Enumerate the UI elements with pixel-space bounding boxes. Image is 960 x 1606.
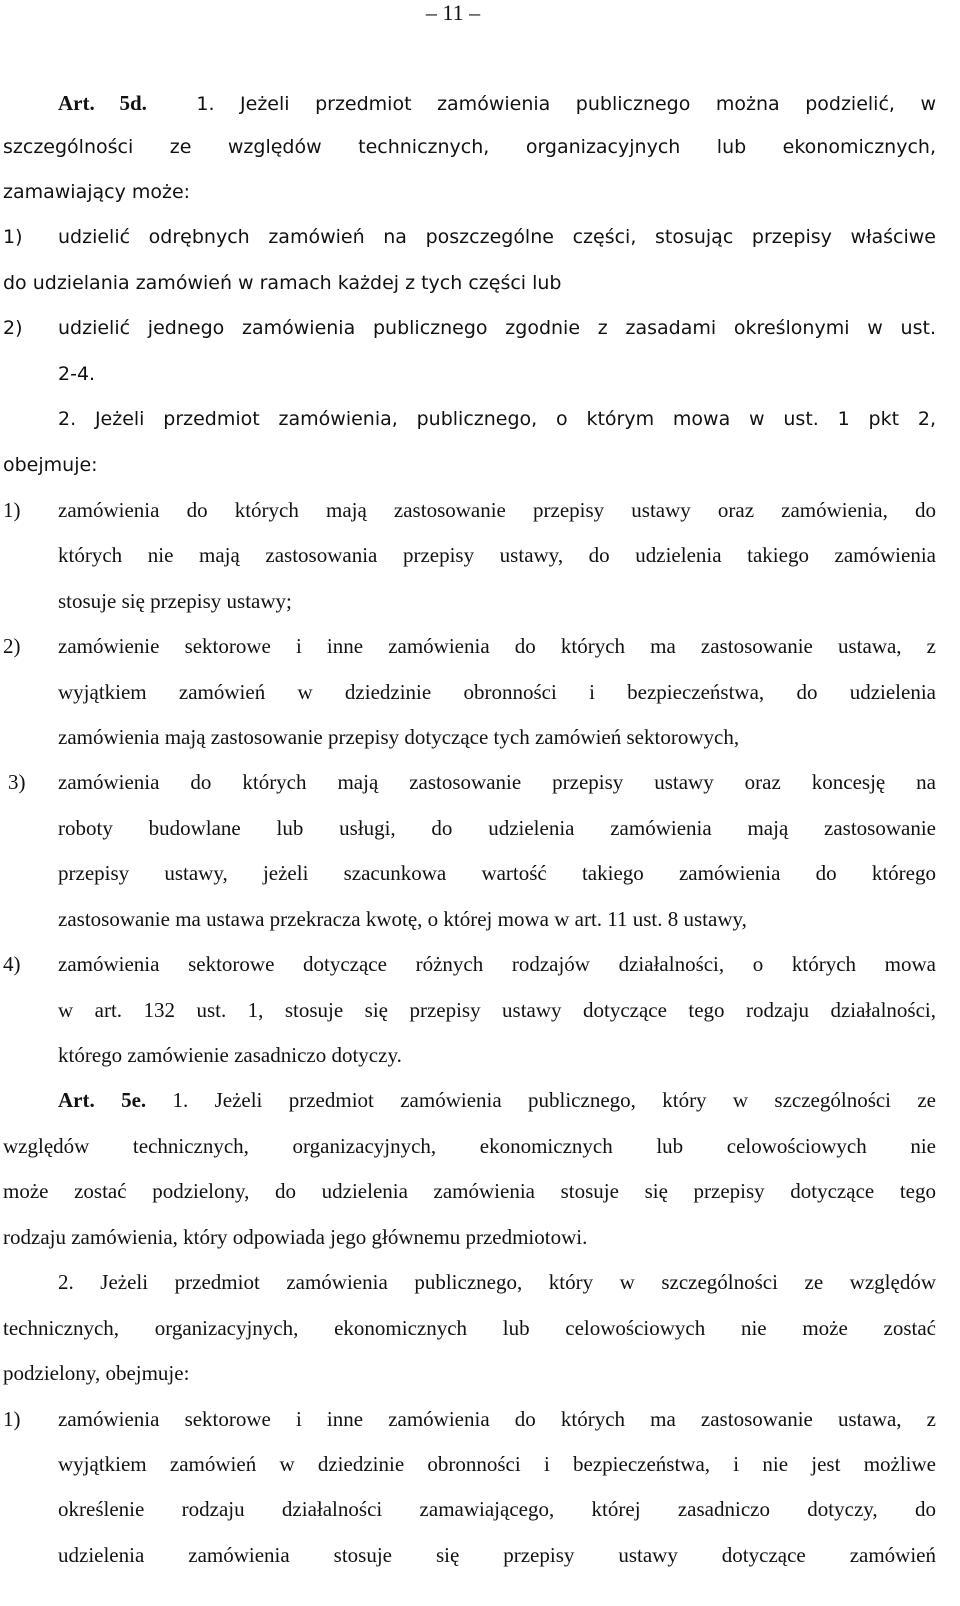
art5d-p2-item3-line3: przepisy ustawy, jeżeli szacunkowa wartość takiego zamówienia do którego [58, 861, 936, 885]
art5e-p2-item1-number: 1) [3, 1407, 21, 1431]
art5d-p2-item4-line2: w art. 132 ust. 1, stosuje się przepisy ustawy dotyczące tego rodzaju działalności, [58, 998, 936, 1022]
art5d-p1-item1-number: 1) [3, 226, 23, 248]
art5d-p2-item1-line1: zamówienia do których mają zastosowanie przepisy ustawy oraz zamówienia, do [58, 498, 936, 522]
art5e-para1-line2: względów technicznych, organizacyjnych, ekonomicznych lub celowościowych nie [3, 1134, 936, 1158]
page-number: – 11 – [425, 0, 481, 25]
art5d-p2-item1-number: 1) [3, 498, 21, 522]
art5d-p2-item3-line2: roboty budowlane lub usługi, do udzielenia zamówienia mają zastosowanie [58, 816, 936, 840]
art5e-para1-line1 [58, 1085, 936, 1115]
art5d-p2-item3-line1: zamówienia do których mają zastosowanie przepisy ustawy oraz koncesję na [58, 770, 936, 794]
art5d-p2-item3-line4: zastosowanie ma ustawa przekracza kwotę, o której mowa w art. 11 ust. 8 ustawy, [58, 907, 747, 931]
art5e-p2-item1-line2: wyjątkiem zamówień w dziedzinie obronności i bezpieczeństwa, i nie jest możliwe [58, 1452, 936, 1476]
art5d-p2-item3-number: 3) [8, 770, 26, 794]
art5d-p2-item1-line2: których nie mają zastosowania przepisy ustawy, do udzielenia takiego zamówienia [58, 543, 936, 567]
art5d-p1-item1-line2: do udzielania zamówień w ramach każdej z tych części lub [3, 272, 562, 294]
art5d-para2-line2: obejmuje: [3, 454, 98, 476]
art5d-p2-item2-line3: zamówienia mają zastosowanie przepisy dotyczące tych zamówień sektorowych, [58, 725, 740, 749]
art5d-p2-item4-number: 4) [3, 952, 21, 976]
art5d-p2-item4-line3: którego zamówienie zasadniczo dotyczy. [58, 1043, 402, 1067]
art5e-heading: Art. 5e. [58, 1088, 147, 1112]
art5e-p2-item1-line3: określenie rodzaju działalności zamawiającego, której zasadniczo dotyczy, do [58, 1497, 936, 1521]
art5d-p2-item2-line1: zamówienie sektorowe i inne zamówienia do których ma zastosowanie ustawa, z [58, 634, 936, 658]
art5d-p2-item2-number: 2) [3, 634, 21, 658]
art5d-heading: Art. 5d. [58, 91, 147, 115]
art5e-para1-text: 1. Jeżeli przedmiot zamówienia publicznego, który w szczególności ze [172, 1088, 937, 1112]
art5d-para2-line1: 2. Jeżeli przedmiot zamówienia, publicznego, o którym mowa w ust. 1 pkt 2, [58, 408, 936, 430]
art5d-para1-text: 1. Jeżeli przedmiot zamówienia publicznego można podzielić, w [196, 93, 937, 115]
art5d-p1-item2-number: 2) [3, 317, 23, 339]
art5e-para2-line2: technicznych, organizacyjnych, ekonomicznych lub celowościowych nie może zostać [3, 1316, 936, 1340]
art5d-p2-item1-line3: stosuje się przepisy ustawy; [58, 589, 292, 613]
document-page [3, 0, 936, 1606]
art5e-para1-line3: może zostać podzielony, do udzielenia zamówienia stosuje się przepisy dotyczące tego [3, 1179, 936, 1203]
art5d-p1-item2-line2: 2-4. [58, 363, 96, 385]
art5d-p2-item4-line1: zamówienia sektorowe dotyczące różnych rodzajów działalności, o których mowa [58, 952, 936, 976]
art5d-para1-line2: szczególności ze względów technicznych, organizacyjnych lub ekonomicznych, [3, 136, 936, 158]
art5e-para2-line3: podzielony, obejmuje: [3, 1361, 190, 1385]
art5e-para1-line4: rodzaju zamówienia, który odpowiada jego głównemu przedmiotowi. [3, 1225, 588, 1249]
art5d-para1-line1 [58, 88, 936, 119]
art5e-p2-item1-line1: zamówienia sektorowe i inne zamówienia do których ma zastosowanie ustawa, z [58, 1407, 936, 1431]
art5d-p1-item1-line1: udzielić odrębnych zamówień na poszczególne części, stosując przepisy właściwe [58, 226, 936, 248]
art5d-para1-line3: zamawiający może: [3, 181, 191, 203]
art5e-p2-item1-line4: udzielenia zamówienia stosuje się przepisy ustawy dotyczące zamówień [58, 1543, 936, 1567]
art5d-p1-item2-line1: udzielić jednego zamówienia publicznego zgodnie z zasadami określonymi w ust. [58, 317, 936, 339]
art5d-p2-item2-line2: wyjątkiem zamówień w dziedzinie obronności i bezpieczeństwa, do udzielenia [58, 680, 936, 704]
art5e-para2-line1: 2. Jeżeli przedmiot zamówienia publicznego, który w szczególności ze względów [58, 1270, 936, 1294]
